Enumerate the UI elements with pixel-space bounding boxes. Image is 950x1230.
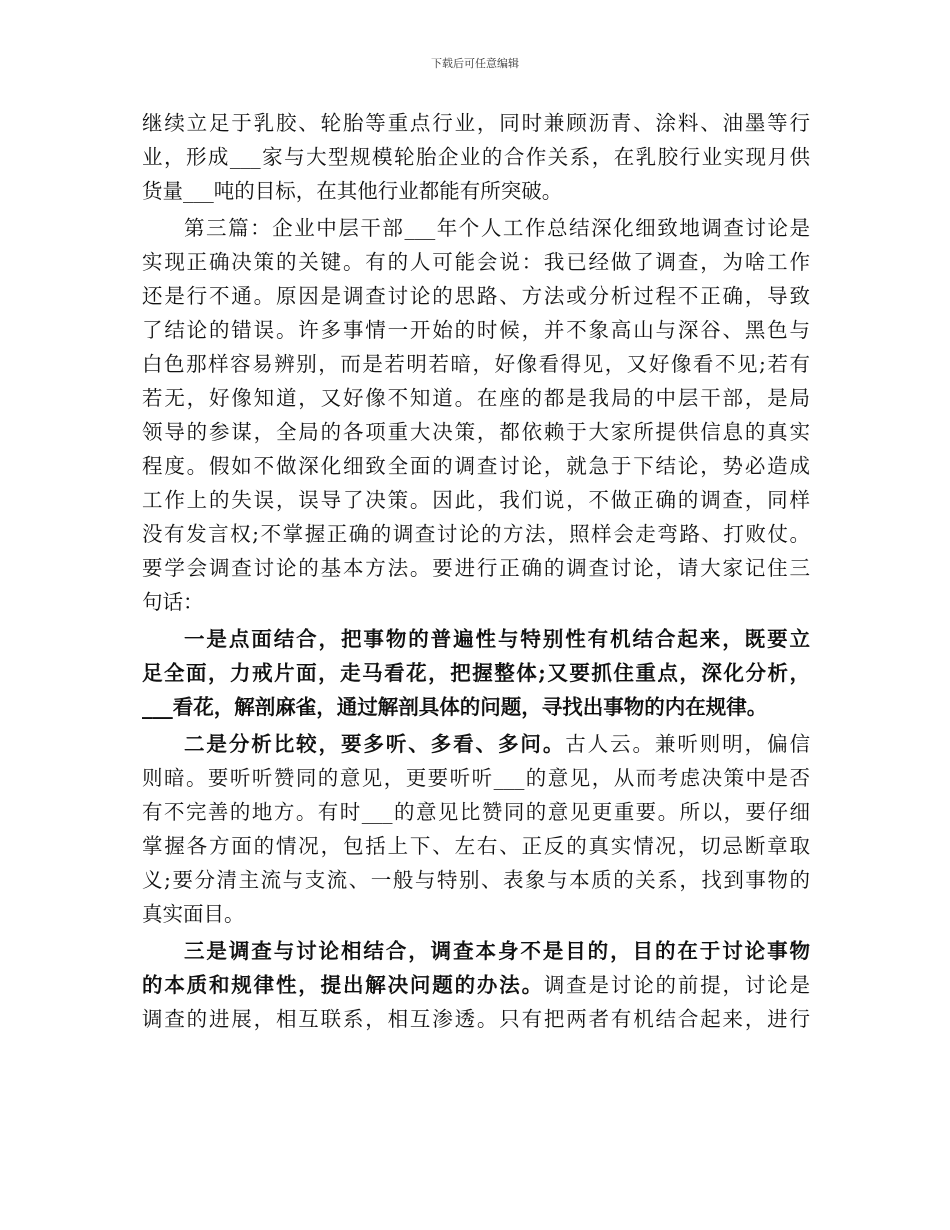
text-line: 继续立足于乳胶、轮胎等重点行业，同时兼顾沥青、涂料、油墨等行 — [142, 111, 810, 135]
text-line: 要学会调查讨论的基本方法。要进行正确的调查讨论，请大家记住三 — [142, 556, 810, 580]
text-line: ___看花，解剖麻雀，通过解剖具体的问题，寻找出事物的内在规律。 — [142, 695, 768, 719]
text-line: 第三篇：企业中层干部___年个人工作总结深化细致地调查讨论是 — [184, 216, 810, 240]
document-body — [142, 106, 810, 1036]
text-line: 真实面目。 — [142, 902, 245, 926]
text-line-mixed — [142, 727, 810, 761]
text-line: 调查的进展，相互联系，相互渗透。只有把两者有机结合起来，进行 — [142, 1007, 810, 1031]
bold-lead: 的本质和规律性，提出解决问题的办法。 — [142, 973, 544, 997]
text-line: 了结论的错误。许多事情一开始的时候，并不象高山与深谷、黑色与 — [142, 318, 810, 342]
text-line: 工作上的失误，误导了决策。因此，我们说，不做正确的调查，同样 — [142, 488, 810, 512]
text-line: 足全面，力戒片面，走马看花，把握整体;又要抓住重点，深化分析， — [142, 661, 810, 685]
text-line: 一是点面结合，把事物的普遍性与特别性有机结合起来，既要立 — [184, 627, 810, 651]
paragraph — [142, 211, 810, 619]
text-line: 三是调查与讨论相结合，调查本身不是目的，目的在于讨论事物 — [184, 939, 810, 963]
text-line: 若无，好像知道，又好像不知道。在座的都是我局的中层干部，是局 — [142, 386, 810, 410]
text-line: 白色那样容易辨别，而是若明若暗，好像看得见，又好像看不见;若有 — [142, 352, 810, 376]
bold-lead: 二是分析比较，要多听、多看、多问。 — [184, 732, 566, 756]
text-line: 实现正确决策的关键。有的人可能会说：我已经做了调查，为啥工作 — [142, 250, 810, 274]
text-line: 程度。假如不做深化细致全面的调查讨论，就急于下结论，势必造成 — [142, 454, 810, 478]
text-line-mixed — [142, 968, 810, 1002]
paragraph — [142, 934, 810, 1036]
page-header-note: 下载后可任意编辑 — [431, 57, 519, 70]
text-line: 业，形成___家与大型规模轮胎企业的合作关系，在乳胶行业实现月供 — [142, 145, 810, 169]
paragraph — [142, 106, 810, 208]
text-line: 领导的参谋，全局的各项重大决策，都依赖于大家所提供信息的真实 — [142, 420, 810, 444]
text-line: 还是行不通。原因是调查讨论的思路、方法或分析过程不正确，导致 — [142, 284, 810, 308]
text-line: 义;要分清主流与支流、一般与特别、表象与本质的关系，找到事物的 — [142, 868, 810, 892]
paragraph-bold — [142, 622, 810, 724]
text-line: 掌握各方面的情况，包括上下、左右、正反的真实情况，切忌断章取 — [142, 834, 810, 858]
text-line: 有不完善的地方。有时___的意见比赞同的意见更重要。所以，要仔细 — [142, 800, 810, 824]
text-run: 古人云。兼听则明，偏信 — [565, 732, 811, 756]
text-line: 没有发言权;不掌握正确的调查讨论的方法，照样会走弯路、打败仗。 — [142, 522, 810, 546]
text-line: 句话： — [142, 590, 204, 614]
text-line: 则暗。要听听赞同的意见，更要听听___的意见，从而考虑决策中是否 — [142, 766, 810, 790]
paragraph — [142, 727, 810, 931]
text-line: 货量___吨的目标，在其他行业都能有所突破。 — [142, 179, 563, 203]
text-run: 调查是讨论的前提，讨论是 — [543, 973, 811, 997]
